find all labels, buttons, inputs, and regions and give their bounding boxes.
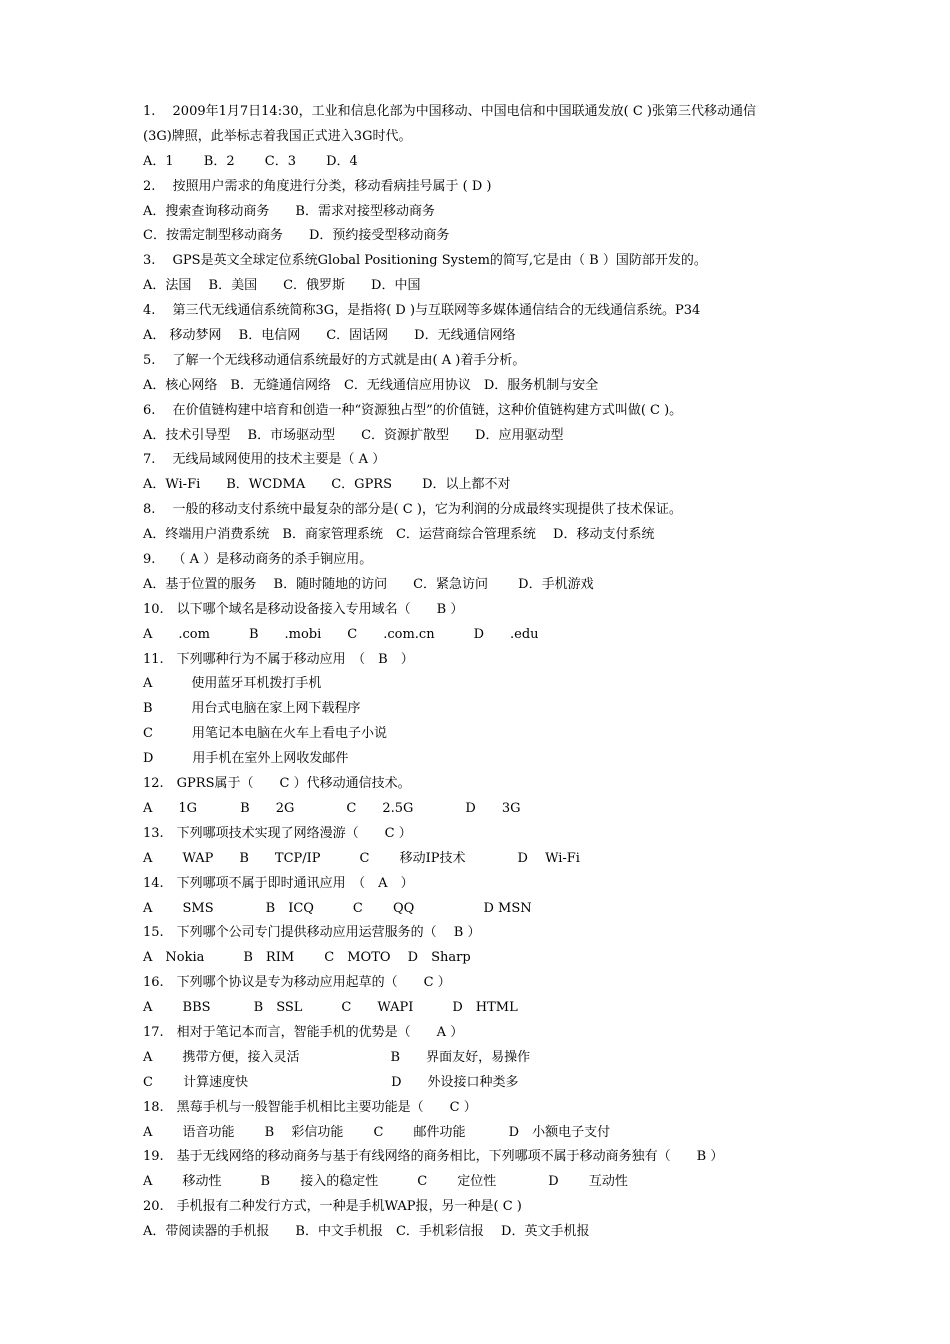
text-line: 17. 相对于笔记本而言，智能手机的优势是（ A ）: [143, 1024, 464, 1040]
text-line: A WAP B TCP/IP C 移动IP技术 D Wi-Fi: [143, 850, 580, 866]
text-line: A． 移动梦网 B．电信网 C．固话网 D．无线通信网络: [143, 328, 516, 344]
text-line: 12. GPRS属于（ C ）代移动通信技术。: [143, 776, 411, 792]
text-line: 18. 黑莓手机与一般智能手机相比主要功能是（ C ）: [143, 1099, 477, 1115]
text-line: A．Wi-Fi B．WCDMA C．GPRS D．以上都不对: [143, 477, 511, 493]
text-line: A．搜索查询移动商务 B．需求对接型移动商务: [143, 203, 435, 219]
text-line: D 用手机在室外上网收发邮件: [143, 751, 349, 767]
text-line: 8. 一般的移动支付系统中最复杂的部分是( C )，它为利润的分成最终实现提供了技术保证。: [143, 502, 682, 518]
text-line: A．带阅读器的手机报 B．中文手机报 C．手机彩信报 D．英文手机报: [143, 1224, 590, 1240]
text-line: A SMS B ICQ C QQ D MSN: [143, 900, 532, 916]
question-list: [143, 100, 833, 1245]
text-line: 4. 第三代无线通信系统简称3G，是指将( D )与互联网等多媒体通信结合的无线通信系统。P34: [143, 303, 701, 319]
text-line: 7. 无线局域网使用的技术主要是（ A ）: [143, 452, 386, 468]
text-line: B 用台式电脑在家上网下载程序: [143, 701, 361, 717]
text-line: 1. 2009年1月7日14:30，工业和信息化部为中国移动、中国电信和中国联通发放( C )张第三代移动通信: [143, 104, 756, 119]
text-line: A 1G B 2G C 2.5G D 3G: [143, 800, 521, 816]
text-line: A .com B .mobi C .com.cn D .edu: [143, 626, 539, 642]
text-line: A Nokia B RIM C MOTO D Sharp: [143, 950, 471, 966]
text-line: 16. 下列哪个协议是专为移动应用起草的（ C ）: [143, 975, 451, 991]
text-line: A．终端用户消费系统 B．商家管理系统 C．运营商综合管理系统 D．移动支付系统: [143, 527, 655, 543]
text-line: A 使用蓝牙耳机拨打手机: [143, 676, 322, 692]
text-line: A 语音功能 B 彩信功能 C 邮件功能 D 小额电子支付: [143, 1124, 611, 1140]
text-line: 11. 下列哪种行为不属于移动应用 （ B ）: [143, 651, 414, 667]
text-line: 15. 下列哪个公司专门提供移动应用运营服务的（ B ）: [143, 925, 481, 941]
text-line: A．1 B．2 C．3 D．4: [143, 153, 358, 169]
text-line: 2. 按照用户需求的角度进行分类，移动看病挂号属于 ( D ): [143, 178, 492, 194]
text-line: 13. 下列哪项技术实现了网络漫游（ C ）: [143, 825, 412, 841]
text-line: A BBS B SSL C WAPI D HTML: [143, 1000, 518, 1016]
text-line: 6. 在价值链构建中培育和创造一种“资源独占型”的价值链，这种价值链构建方式叫做( C )。: [143, 402, 683, 418]
text-line: A 移动性 B 接入的稳定性 C 定位性 D 互动性: [143, 1174, 628, 1190]
text-line: A．法国 B．美国 C．俄罗斯 D．中国: [143, 278, 421, 294]
text-line: C．按需定制型移动商务 D．预约接受型移动商务: [143, 228, 450, 244]
text-line: (3G)牌照，此举标志着我国正式进入3G时代。: [143, 128, 412, 144]
text-line: C 计算速度快 D 外设接口种类多: [143, 1074, 519, 1090]
text-line: A．技术引导型 B．市场驱动型 C．资源扩散型 D．应用驱动型: [143, 427, 564, 443]
text-line: 14. 下列哪项不属于即时通讯应用 （ A ）: [143, 875, 414, 891]
text-line: 20. 手机报有二种发行方式，一种是手机WAP报，另一种是( C ): [143, 1199, 522, 1215]
text-line: A．核心网络 B．无缝通信网络 C．无线通信应用协议 D．服务机制与安全: [143, 377, 599, 393]
text-line: 19. 基于无线网络的移动商务与基于有线网络的商务相比，下列哪项不属于移动商务独有（ B ）: [143, 1149, 724, 1165]
text-line: 10. 以下哪个域名是移动设备接入专用域名（ B ）: [143, 601, 464, 617]
text-line: 3. GPS是英文全球定位系统Global Positioning System的简写,它是由（ B ）国防部开发的。: [143, 253, 707, 269]
text-line: C 用笔记本电脑在火车上看电子小说: [143, 726, 387, 742]
text-line: 5. 了解一个无线移动通信系统最好的方式就是由( A )着手分析。: [143, 352, 526, 368]
text-line: A 携带方便，接入灵活 B 界面友好，易操作: [143, 1049, 531, 1065]
text-line: A．基于位置的服务 B．随时随地的访问 C．紧急访问 D．手机游戏: [143, 576, 594, 592]
text-line: 9. （ A ）是移动商务的杀手锏应用。: [143, 552, 373, 568]
